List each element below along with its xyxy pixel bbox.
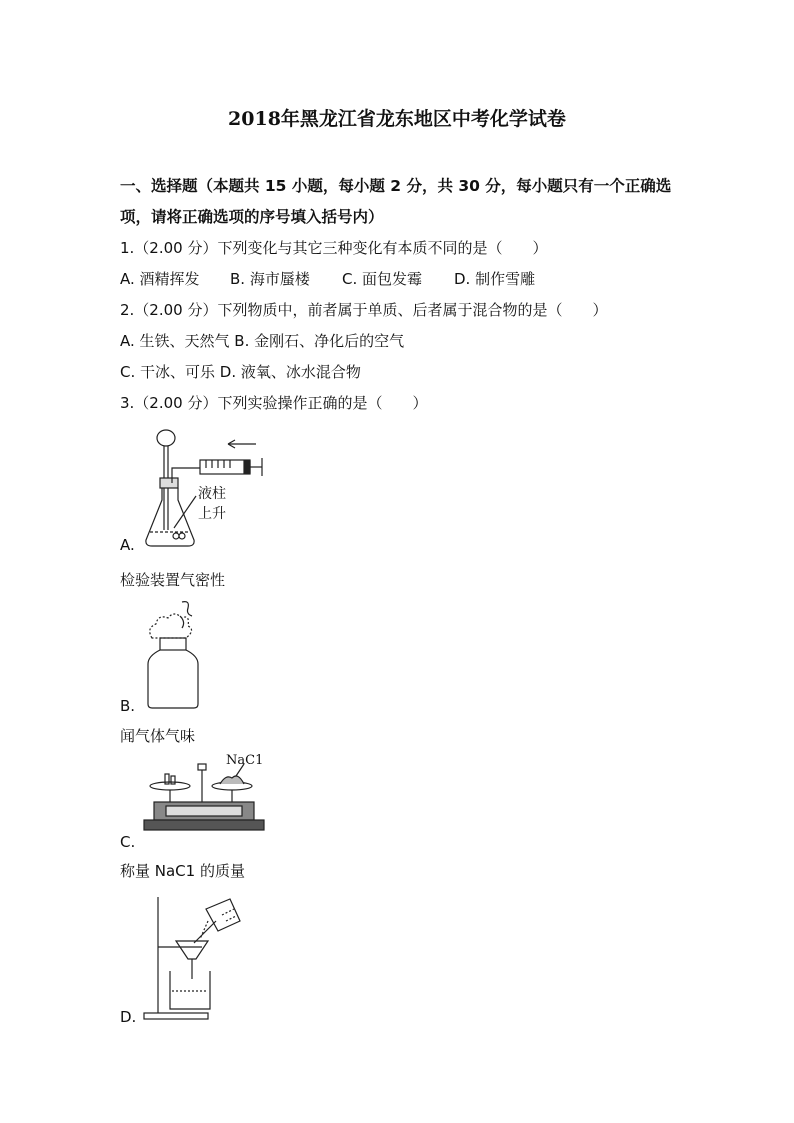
q1-option-c: C. 面包发霉 (342, 270, 423, 288)
figure-a-airtightness-apparatus (140, 428, 270, 550)
figure-c-label: NaC1 (226, 753, 264, 768)
q1-option-a: A. 酒精挥发 (120, 270, 200, 288)
figure-a-letter: A. (120, 536, 135, 554)
figure-d-letter: D. (120, 1008, 137, 1026)
figure-c-letter: C. (120, 833, 136, 851)
figure-b-letter: B. (120, 697, 136, 715)
q2-options-line1: A. 生铁、天然气 B. 金刚石、净化后的空气 (120, 332, 405, 350)
question-3-stem: 3.（2.00 分）下列实验操作正确的是（ ） (120, 394, 428, 412)
figure-c-balance (140, 750, 270, 840)
question-1-stem: 1.（2.00 分）下列变化与其它三种变化有本质不同的是（ ） (120, 239, 548, 257)
q1-option-b: B. 海市蜃楼 (230, 270, 310, 288)
q1-option-d: D. 制作雪雕 (454, 270, 536, 288)
question-1-options (120, 269, 535, 289)
figure-b-caption: 闻气体气味 (120, 727, 196, 745)
q2-options-line2: C. 干冰、可乐 D. 液氧、冰水混合物 (120, 363, 361, 381)
figure-c-caption: 称量 NaC1 的质量 (120, 862, 245, 880)
figure-d-filtration (140, 895, 250, 1023)
question-2-stem: 2.（2.00 分）下列物质中，前者属于单质、后者属于混合物的是（ ） (120, 301, 608, 319)
section-heading-line1: 一、选择题（本题共 15 小题，每小题 2 分，共 30 分，每小题只有一个正确选 (120, 177, 672, 195)
page-title: 2018年黑龙江省龙东地区中考化学试卷 (228, 108, 566, 130)
figure-a-caption: 检验装置气密性 (120, 571, 226, 589)
figure-a-label-2: 上升 (198, 506, 226, 522)
figure-b-gas-bottle (142, 598, 212, 710)
section-heading-line2: 项，请将正确选项的序号填入括号内） (120, 208, 384, 226)
figure-a-label-1: 液柱 (198, 486, 226, 502)
